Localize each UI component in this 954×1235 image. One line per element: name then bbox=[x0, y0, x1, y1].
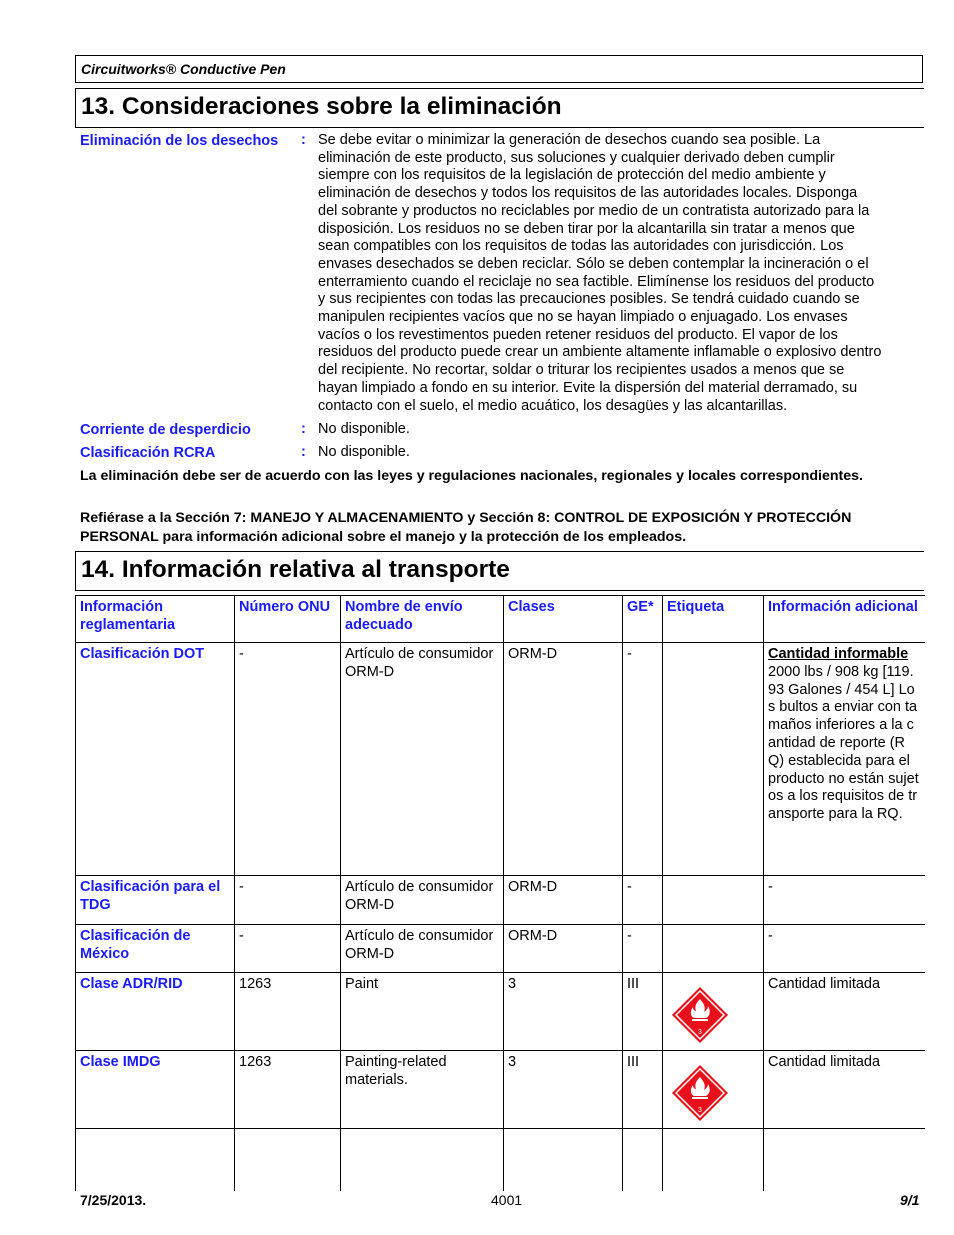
text-line: residuos del producto puede crear un ambiente altamente inflamable o explosivo dentro bbox=[318, 344, 882, 361]
label-cell bbox=[663, 925, 764, 973]
class: ORM-D bbox=[504, 925, 623, 973]
text-line: del sobrante y productos no reciclables por medio de un contratista autorizado para la bbox=[318, 202, 870, 219]
row-label: Clase IMDG bbox=[76, 1051, 235, 1129]
table-row-empty bbox=[76, 1129, 925, 1191]
product-name: Circuitworks® Conductive Pen bbox=[81, 61, 286, 77]
text-line: manipulen recipientes vacíos que no se hayan limpiado o enjuagado. Los envases bbox=[318, 309, 848, 326]
text-line: hayan limpiado a fondo en su interior. Evite la dispersión del material derramado, su bbox=[318, 379, 858, 396]
footer-page: 9/1 bbox=[900, 1192, 920, 1208]
text-line: eliminación de desechos y todos los requisitos de las autoridades locales. Disponga bbox=[318, 185, 858, 202]
col-header: Clases bbox=[504, 596, 623, 643]
colon: : bbox=[301, 421, 306, 437]
additional-info bbox=[764, 643, 925, 876]
row-label: Clase ADR/RID bbox=[76, 973, 235, 1051]
text-line: del recipiente. No recortar, soldar o triturar los recipientes usados a menos que se bbox=[318, 362, 845, 379]
packing-group: - bbox=[623, 925, 663, 973]
col-header: Información adicional bbox=[764, 596, 925, 643]
product-header bbox=[75, 55, 923, 83]
footer-date: 7/25/2013. bbox=[80, 1192, 147, 1208]
class: ORM-D bbox=[504, 876, 623, 925]
table-row bbox=[76, 643, 925, 876]
label-cell bbox=[663, 1051, 764, 1129]
class: ORM-D bbox=[504, 643, 623, 876]
label-cell bbox=[663, 643, 764, 876]
un-number: - bbox=[235, 925, 341, 973]
flammable-liquid-icon bbox=[671, 1064, 729, 1122]
text-line: envases desechados se deben reciclar. Sólo se deben contemplar la incineración o el bbox=[318, 255, 869, 272]
row-label: Clasificación de México bbox=[76, 925, 235, 973]
info-title: Cantidad informable bbox=[768, 646, 909, 662]
label-cell bbox=[663, 876, 764, 925]
table-row bbox=[76, 876, 925, 925]
un-number: - bbox=[235, 643, 341, 876]
rcra-value: No disponible. bbox=[318, 444, 410, 460]
col-header: Nombre de envío adecuado bbox=[341, 596, 504, 643]
info-text: 2000 lbs / 908 kg [119.93 Galones / 454 L] Los bultos a enviar con tamaños inferiores a la cantidad de reporte (RQ) establecida para el producto no están sujetos a los requisitos de transporte para la RQ. bbox=[768, 663, 919, 823]
additional-info: Cantidad limitada bbox=[764, 973, 925, 1051]
flammable-liquid-icon bbox=[671, 986, 729, 1044]
hazard-class-digit: 3 bbox=[698, 1107, 702, 1114]
text-line: y sus recipientes con todas las precauciones posibles. Se tendrá cuidado cuando se bbox=[318, 291, 860, 308]
col-header: Información reglamentaria bbox=[76, 596, 235, 643]
additional-info: - bbox=[764, 925, 925, 973]
class: 3 bbox=[504, 973, 623, 1051]
shipping-name: Artículo de consumidor ORM-D bbox=[341, 643, 504, 876]
table-row bbox=[76, 925, 925, 973]
table-row bbox=[76, 1051, 925, 1129]
col-header: Etiqueta bbox=[663, 596, 764, 643]
un-number: - bbox=[235, 876, 341, 925]
row-label: Clasificación DOT bbox=[76, 643, 235, 876]
text-line: eliminación de este producto, sus soluciones y cualquier derivado deben cumplir bbox=[318, 149, 835, 166]
waste-stream-value: No disponible. bbox=[318, 421, 410, 437]
rcra-label: Clasificación RCRA bbox=[80, 445, 216, 461]
packing-group: - bbox=[623, 643, 663, 876]
label-cell bbox=[663, 973, 764, 1051]
disposal-text bbox=[318, 132, 881, 415]
waste-stream-label: Corriente de desperdicio bbox=[80, 422, 251, 438]
footer-code: 4001 bbox=[491, 1192, 523, 1208]
transport-table bbox=[75, 595, 925, 1191]
packing-group: III bbox=[623, 1051, 663, 1129]
text-line: sean compatibles con los requisitos de todas las autoridades con jurisdicción. Los bbox=[318, 238, 844, 255]
additional-info: Cantidad limitada bbox=[764, 1051, 925, 1129]
shipping-name: Paint bbox=[341, 973, 504, 1051]
text-line: siempre con los requisitos de la legislación de protección del medio ambiente y bbox=[318, 167, 826, 184]
shipping-name: Artículo de consumidor ORM-D bbox=[341, 876, 504, 925]
class: 3 bbox=[504, 1051, 623, 1129]
text-line: disposición. Los residuos no se deben tirar por la alcantarilla sin tratar a menos que bbox=[318, 220, 855, 237]
text-line: Se debe evitar o minimizar la generación de desechos cuando sea posible. La bbox=[318, 132, 821, 148]
colon: : bbox=[301, 444, 306, 460]
additional-info: - bbox=[764, 876, 925, 925]
row-label: Clasificación para el TDG bbox=[76, 876, 235, 925]
table-header-row bbox=[76, 596, 925, 643]
text-line: contacto con el suelo, el medio acuático, los desagües y las alcantarillas. bbox=[318, 397, 788, 414]
table-row bbox=[76, 973, 925, 1051]
disposal-note: La eliminación debe ser de acuerdo con las leyes y regulaciones nacionales, regionales y locales correspondientes. bbox=[80, 468, 863, 484]
un-number: 1263 bbox=[235, 973, 341, 1051]
colon: : bbox=[301, 132, 306, 148]
shipping-name: Painting-related materials. bbox=[341, 1051, 504, 1129]
un-number: 1263 bbox=[235, 1051, 341, 1129]
section-13-title: 13. Consideraciones sobre la eliminación bbox=[75, 88, 924, 128]
reference-note: Refiérase a la Sección 7: MANEJO Y ALMACENAMIENTO y Sección 8: CONTROL DE EXPOSICIÓN Y PROTECCIÓN PERSONAL para información adicional sobre el manejo y la protección de los empleados. bbox=[80, 510, 852, 545]
col-header: GE* bbox=[623, 596, 663, 643]
disposal-label: Eliminación de los desechos bbox=[80, 133, 279, 149]
packing-group: - bbox=[623, 876, 663, 925]
text-line: vacíos o los revestimentos pueden retener residuos del producto. El vapor de los bbox=[318, 326, 838, 343]
packing-group: III bbox=[623, 973, 663, 1051]
shipping-name: Artículo de consumidor ORM-D bbox=[341, 925, 504, 973]
col-header: Número ONU bbox=[235, 596, 341, 643]
section-14-title: 14. Información relativa al transporte bbox=[75, 551, 924, 591]
hazard-class-digit: 3 bbox=[698, 1029, 702, 1036]
text-line: enterramiento cuando el reciclaje no sea factible. Elimínense los residuos del producto bbox=[318, 273, 875, 290]
